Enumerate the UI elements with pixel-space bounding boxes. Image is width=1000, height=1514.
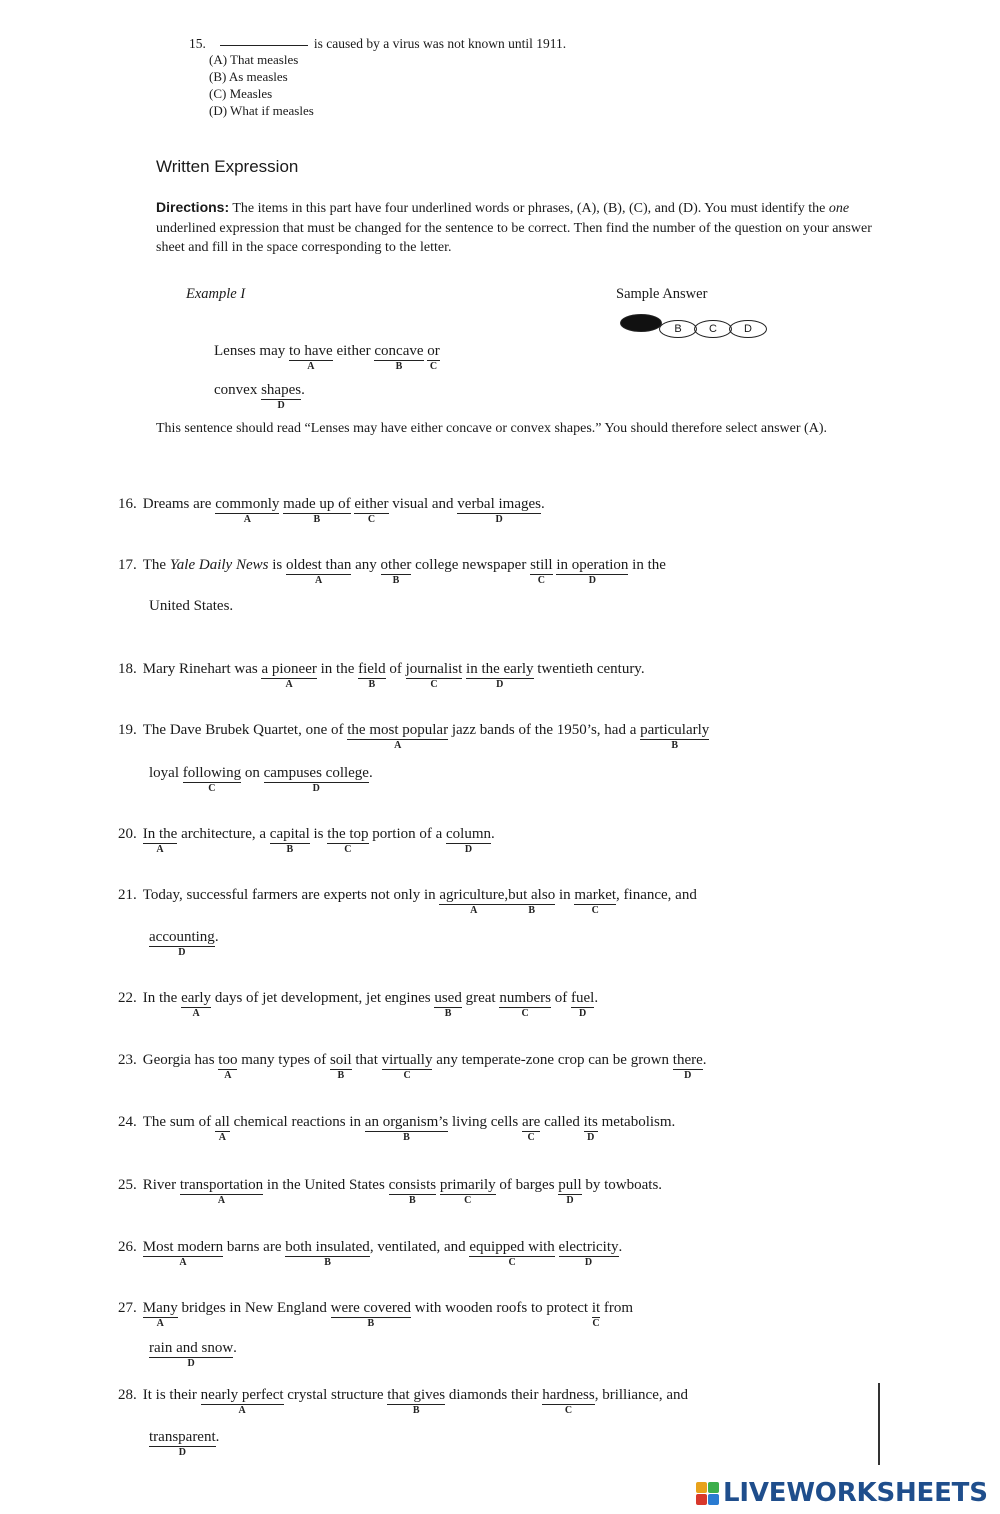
example-explanation: This sentence should read “Lenses may have either concave or convex shapes.” You should therefore select answer (A). (156, 421, 827, 436)
option-letter: D (312, 783, 320, 794)
sentence-text: college newspaper (411, 557, 531, 573)
sentence-text: Dreams are (142, 496, 216, 512)
sentence-text: diamonds their (445, 1387, 543, 1403)
sentence-text: River (142, 1177, 180, 1193)
q17-option-d[interactable] (556, 556, 629, 586)
sentence-text: in (555, 887, 575, 903)
question-17-continued: United States. (149, 598, 234, 614)
q17-option-c[interactable] (530, 556, 553, 586)
directions-label: Directions: (156, 199, 230, 215)
q22-option-a[interactable] (181, 989, 212, 1019)
option-letter: B (286, 844, 294, 855)
bubble-b: B (659, 320, 697, 338)
sentence-text: many types of (237, 1052, 330, 1068)
q18-option-b[interactable] (358, 660, 386, 690)
sentence-text: any (351, 557, 381, 573)
q28-option-a[interactable] (200, 1386, 284, 1416)
q18-option-c[interactable] (405, 660, 463, 690)
question-22 (118, 989, 599, 1019)
sentence-text: great (461, 990, 500, 1006)
sentence-text: called (540, 1114, 584, 1130)
question-26 (118, 1238, 623, 1268)
question-20 (118, 825, 495, 855)
question-number: 16. (118, 496, 137, 512)
q19-option-c[interactable] (182, 764, 242, 794)
question-19-continued (149, 764, 373, 794)
underlined-text: Most modern (142, 1239, 224, 1255)
q27-option-d[interactable] (149, 1339, 234, 1369)
option-letter: A (470, 905, 478, 916)
q28-option-b[interactable] (387, 1386, 446, 1416)
q16-option-a[interactable] (215, 495, 280, 525)
question-number: 17. (118, 557, 137, 573)
option-letter: B (395, 361, 403, 372)
sentence-text: The Dave Brubek Quartet, one of (142, 722, 348, 738)
option-letter: A (243, 514, 251, 525)
option-letter: A (217, 1195, 226, 1206)
option-letter: B (444, 1008, 452, 1019)
underlined-text: Many (142, 1300, 178, 1316)
option-letter: B (412, 1405, 420, 1416)
underlined-text: to have (288, 343, 333, 359)
q15-option-d: (D) What if measles (209, 103, 314, 118)
q23-option-b[interactable] (329, 1051, 352, 1081)
sentence-text: Today, successful farmers are experts not only in (142, 887, 440, 903)
q23-option-c[interactable] (381, 1051, 433, 1081)
question-number: 27. (118, 1300, 137, 1316)
q20-option-c[interactable] (327, 825, 369, 855)
q18-option-a[interactable] (261, 660, 317, 690)
underlined-text: transparent (149, 1429, 216, 1445)
example-label: Example I (186, 286, 246, 302)
sample-answer-label: Sample Answer (616, 286, 708, 302)
q19-option-d[interactable] (263, 764, 369, 794)
underlined-text: electricity (558, 1239, 619, 1255)
q20-option-a[interactable] (142, 825, 178, 855)
sentence-text: . (618, 1239, 623, 1255)
sentence-text: architecture, a (177, 826, 270, 842)
question-number: 26. (118, 1239, 137, 1255)
q27-option-c[interactable] (591, 1299, 601, 1329)
sentence-text: . (594, 990, 599, 1006)
underlined-text: made up of (283, 496, 351, 512)
example-sentence-line1 (214, 342, 440, 372)
option-letter: C (508, 1257, 516, 1268)
option-letter: D (588, 575, 596, 586)
sentence-text: , ventilated, and (369, 1239, 470, 1255)
sentence-text: Lenses may (214, 343, 289, 359)
question-number: 18. (118, 661, 137, 677)
q15-option-c: (C) Measles (209, 86, 273, 101)
q23-option-d[interactable] (672, 1051, 703, 1081)
option-letter: B (408, 1195, 416, 1206)
q25-option-d[interactable] (558, 1176, 582, 1206)
sentence-text: , finance, and (616, 887, 697, 903)
q27-option-b[interactable] (330, 1299, 412, 1329)
sentence-text: with wooden roofs to protect (411, 1300, 592, 1316)
q27-option-a[interactable] (142, 1299, 178, 1329)
option-letter: D (684, 1070, 692, 1081)
sentence-text: portion of a (368, 826, 447, 842)
underlined-text: still (530, 557, 553, 573)
option-letter: C (537, 575, 545, 586)
option-letter: A (179, 1257, 187, 1268)
q17-option-a[interactable] (285, 556, 352, 586)
sentence-text: , brilliance, and (594, 1387, 689, 1403)
underlined-text: oldest than (285, 557, 352, 573)
option-letter: D (277, 400, 285, 411)
underlined-text: a pioneer (261, 661, 317, 677)
q20-option-d[interactable] (446, 825, 492, 855)
margin-rule (878, 1383, 880, 1465)
underlined-text: accounting (149, 929, 215, 945)
question-27-continued (149, 1339, 237, 1369)
underlined-text: particularly (640, 722, 710, 738)
q23-option-a[interactable] (218, 1051, 238, 1081)
question-number: 28. (118, 1387, 137, 1403)
option-letter: C (592, 1318, 600, 1329)
sentence-text: bridges in New England (177, 1300, 331, 1316)
option-letter: D (579, 1008, 587, 1019)
question-19 (118, 721, 710, 751)
underlined-text: either (354, 496, 389, 512)
option-letter: B (337, 1070, 345, 1081)
underlined-text: transportation (179, 1177, 264, 1193)
underlined-text: both insulated (285, 1239, 370, 1255)
option-letter: B (671, 740, 679, 751)
option-letter: D (496, 679, 504, 690)
q24-option-a[interactable] (214, 1113, 230, 1143)
underlined-text: consists (388, 1177, 437, 1193)
underlined-text: field (358, 661, 386, 677)
question-18 (118, 660, 645, 690)
example-option-d[interactable] (261, 381, 302, 411)
underlined-text: shapes (261, 382, 302, 398)
sentence-text: living cells (448, 1114, 522, 1130)
underlined-text: are (522, 1114, 541, 1130)
q19-option-a[interactable] (347, 721, 449, 751)
option-letter: D (464, 844, 473, 855)
logo-square-2 (708, 1482, 719, 1493)
q28-option-c[interactable] (542, 1386, 595, 1416)
underlined-text: numbers (499, 990, 551, 1006)
q25-option-a[interactable] (179, 1176, 264, 1206)
directions-text: The items in this part have four underlined words or phrases, (A), (B), (C), and (D). You must identify the (232, 201, 826, 216)
q16-option-b[interactable] (283, 495, 351, 525)
option-letter: D (178, 1447, 186, 1458)
option-letter: D (178, 947, 186, 958)
option-letter: D (187, 1358, 195, 1369)
q26-option-a[interactable] (142, 1238, 224, 1268)
option-letter: D (566, 1195, 574, 1206)
question-16 (118, 495, 545, 525)
underlined-text: rain and snow (149, 1340, 234, 1356)
question-28-continued (149, 1428, 220, 1458)
underlined-text: In the (142, 826, 178, 842)
q21-option-c[interactable] (574, 886, 617, 916)
option-letter: C (464, 1195, 472, 1206)
question-number: 23. (118, 1052, 137, 1068)
underlined-text: soil (329, 1052, 352, 1068)
q19-option-b[interactable] (640, 721, 710, 751)
question-text: is caused by a virus was not known until 1911. (313, 36, 567, 51)
question-15-stem (189, 36, 566, 52)
sentence-text: visual and (388, 496, 458, 512)
underlined-text: column (446, 826, 492, 842)
logo-mark-icon (696, 1482, 719, 1505)
question-number: 20. (118, 826, 137, 842)
question-21 (118, 886, 697, 916)
section-title: Written Expression (156, 157, 299, 176)
question-number: 25. (118, 1177, 137, 1193)
underlined-text: the most popular (347, 722, 449, 738)
sentence-text: is (268, 557, 286, 573)
option-letter: A (307, 361, 315, 372)
sample-answer-bubbles (620, 314, 764, 338)
underlined-text: journalist (405, 661, 463, 677)
underlined-text: an organism’s (364, 1114, 449, 1130)
option-letter: B (403, 1132, 410, 1143)
option-letter: A (156, 844, 164, 855)
sentence-text: Georgia has (142, 1052, 219, 1068)
option-letter: C (564, 1405, 573, 1416)
q21-option-a[interactable] (439, 886, 509, 916)
question-24 (118, 1113, 676, 1143)
underlined-text: there (672, 1052, 703, 1068)
option-letter: C (403, 1070, 411, 1081)
sentence-text: from (600, 1300, 634, 1316)
q16-option-c[interactable] (354, 495, 389, 525)
newspaper-title: Yale Daily News (169, 557, 269, 573)
option-letter: B (324, 1257, 331, 1268)
q25-option-b[interactable] (388, 1176, 437, 1206)
sentence-text: in the (628, 557, 666, 573)
sentence-text: of barges (495, 1177, 559, 1193)
answer-blank[interactable] (220, 45, 308, 46)
sentence-text: . (215, 1429, 220, 1445)
q21-option-d[interactable] (149, 928, 215, 958)
question-number: 24. (118, 1114, 137, 1130)
question-21-continued (149, 928, 219, 958)
option-letter: B (528, 905, 535, 916)
question-17 (118, 556, 666, 586)
underlined-text: the top (327, 826, 369, 842)
underlined-text: too (218, 1052, 238, 1068)
option-letter: A (218, 1132, 226, 1143)
option-letter: B (313, 514, 321, 525)
underlined-text: nearly perfect (200, 1387, 284, 1403)
q28-option-d[interactable] (149, 1428, 216, 1458)
sentence-text: in the United States (263, 1177, 389, 1193)
liveworksheets-logo (696, 1478, 988, 1508)
option-letter: C (344, 844, 352, 855)
directions (156, 198, 876, 258)
logo-square-4 (708, 1494, 719, 1505)
underlined-text: equipped with (469, 1239, 555, 1255)
q20-option-b[interactable] (269, 825, 310, 855)
option-letter: D (495, 514, 503, 525)
sentence-text: jazz bands of the 1950’s, had a (448, 722, 641, 738)
option-letter: A (238, 1405, 246, 1416)
logo-square-1 (696, 1482, 707, 1493)
sentence-text: either (332, 343, 375, 359)
question-number: 21. (118, 887, 137, 903)
example-option-c[interactable] (427, 342, 440, 372)
sentence-text: Mary Rinehart was (142, 661, 262, 677)
sentence-text: that (351, 1052, 382, 1068)
q17-option-b[interactable] (380, 556, 412, 586)
sentence-text: . (301, 382, 305, 398)
question-25 (118, 1176, 663, 1206)
underlined-text: following (182, 765, 242, 781)
sentence-text: barns are (223, 1239, 286, 1255)
option-letter: B (367, 1318, 375, 1329)
q15-option-b: (B) As measles (209, 69, 288, 84)
logo-square-3 (696, 1494, 707, 1505)
q26-option-c[interactable] (469, 1238, 555, 1268)
q24-option-d[interactable] (583, 1113, 598, 1143)
question-number: 15. (189, 36, 206, 51)
q18-option-d[interactable] (466, 660, 534, 690)
sentence-text: convex (214, 382, 262, 398)
question-number: 19. (118, 722, 137, 738)
directions-text: underlined expression that must be changed for the sentence to be correct. Then find the number of the question on your answer sheet and fill in the space corresponding to the letter. (156, 220, 872, 255)
q21-option-b[interactable] (508, 886, 556, 916)
bubble-a-filled (620, 314, 662, 332)
question-27 (118, 1299, 634, 1329)
q16-option-d[interactable] (457, 495, 541, 525)
directions-emphasis: one (828, 201, 850, 216)
sentence-text: of (385, 661, 406, 677)
q15-option-a: (A) That measles (209, 52, 299, 67)
sentence-text: . (233, 1340, 237, 1356)
underlined-text: virtually (381, 1052, 433, 1068)
option-letter: A (224, 1070, 232, 1081)
q25-option-c[interactable] (439, 1176, 496, 1206)
sentence-text: In the (142, 990, 182, 1006)
underlined-text: hardness (542, 1387, 595, 1403)
sentence-text: . (368, 765, 373, 781)
question-number: 22. (118, 990, 137, 1006)
underlined-text: its (583, 1114, 598, 1130)
q24-option-c[interactable] (522, 1113, 541, 1143)
sentence-text: on (241, 765, 264, 781)
sentence-text: twentieth century. (533, 661, 645, 677)
underlined-text: in operation (556, 557, 629, 573)
q26-option-b[interactable] (285, 1238, 370, 1268)
sentence-text: The (142, 557, 170, 573)
q26-option-d[interactable] (558, 1238, 619, 1268)
underlined-text: all (214, 1114, 230, 1130)
option-letter: D (587, 1132, 595, 1143)
sentence-text: . (702, 1052, 707, 1068)
sentence-text: days of jet development, jet engines (211, 990, 435, 1006)
underlined-text: market (574, 887, 617, 903)
option-letter: C (527, 1132, 535, 1143)
q24-option-b[interactable] (364, 1113, 449, 1143)
underlined-text: other (380, 557, 412, 573)
sentence-text: . (541, 496, 545, 512)
option-letter: A (192, 1008, 200, 1019)
bubble-c: C (694, 320, 732, 338)
underlined-text: agriculture, (439, 887, 509, 903)
option-letter: C (430, 679, 438, 690)
question-28 (118, 1386, 689, 1416)
option-letter: C (208, 783, 216, 794)
sentence-text: in the (316, 661, 359, 677)
q22-option-b[interactable] (434, 989, 462, 1019)
underlined-text: fuel (571, 990, 595, 1006)
option-letter: C (429, 361, 438, 372)
sentence-text: metabolism. (597, 1114, 676, 1130)
bubble-d: D (729, 320, 767, 338)
sentence-text: is (309, 826, 328, 842)
underlined-text: but also (508, 887, 556, 903)
logo-text: LIVEWORKSHEETS (723, 1478, 988, 1508)
q22-option-c[interactable] (499, 989, 551, 1019)
sentence-text: It is their (142, 1387, 201, 1403)
underlined-text: pull (558, 1177, 582, 1193)
sentence-text: loyal (149, 765, 183, 781)
example-option-b[interactable] (374, 342, 424, 372)
option-letter: A (394, 740, 402, 751)
underlined-text: capital (269, 826, 310, 842)
sentence-text: . (214, 929, 219, 945)
underlined-text: it (591, 1300, 601, 1316)
sentence-text: by towboats. (581, 1177, 663, 1193)
sentence-text: The sum of (142, 1114, 215, 1130)
option-letter: C (591, 905, 599, 916)
underlined-text: in the early (466, 661, 534, 677)
sentence-text: any temperate-zone crop can be grown (432, 1052, 673, 1068)
underlined-text: verbal images (457, 496, 541, 512)
example-sentence-line2 (214, 381, 305, 411)
underlined-text: early (181, 990, 212, 1006)
sentence-text: crystal structure (283, 1387, 388, 1403)
sentence-text: chemical reactions in (229, 1114, 365, 1130)
option-letter: A (156, 1318, 164, 1329)
question-23 (118, 1051, 707, 1081)
option-letter: D (584, 1257, 593, 1268)
underlined-text: concave (374, 343, 424, 359)
underlined-text: primarily (439, 1177, 496, 1193)
underlined-text: commonly (215, 496, 280, 512)
option-letter: C (367, 514, 376, 525)
underlined-text: used (434, 990, 462, 1006)
sentence-text: of (551, 990, 571, 1006)
underlined-text: were covered (330, 1300, 412, 1316)
underlined-text: that gives (387, 1387, 446, 1403)
option-letter: B (392, 575, 400, 586)
option-letter: C (521, 1008, 529, 1019)
option-letter: A (315, 575, 323, 586)
underlined-text: or (427, 343, 440, 359)
example-option-a[interactable] (288, 342, 333, 372)
option-letter: A (285, 679, 293, 690)
q22-option-d[interactable] (571, 989, 595, 1019)
option-letter: B (368, 679, 376, 690)
sentence-text: . (491, 826, 495, 842)
underlined-text: campuses college (263, 765, 369, 781)
